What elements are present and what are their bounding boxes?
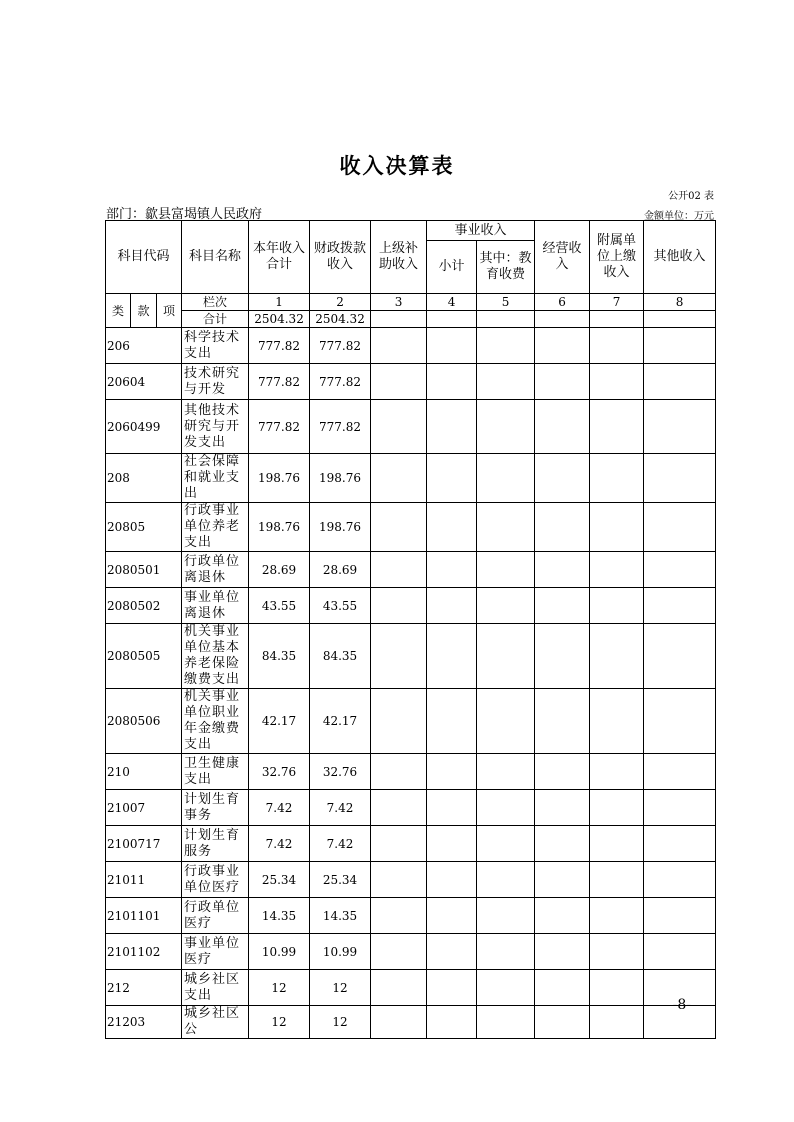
row-total-income: 14.35 xyxy=(249,898,310,934)
col-num-3: 3 xyxy=(371,294,427,311)
row-education-fee xyxy=(477,588,535,624)
row-operating xyxy=(535,364,590,400)
row-subtotal xyxy=(427,552,477,588)
row-operating xyxy=(535,328,590,364)
row-fiscal: 12 xyxy=(310,1006,371,1039)
row-affiliated xyxy=(590,454,644,503)
row-superior-subsidy xyxy=(371,1006,427,1039)
row-affiliated xyxy=(590,328,644,364)
row-education-fee xyxy=(477,970,535,1006)
row-operating xyxy=(535,400,590,454)
row-other xyxy=(644,624,716,689)
row-name: 机关事业单位职业年金缴费支出 xyxy=(182,689,249,754)
row-subtotal xyxy=(427,328,477,364)
row-operating xyxy=(535,862,590,898)
row-other xyxy=(644,689,716,754)
row-total-income: 42.17 xyxy=(249,689,310,754)
row-operating xyxy=(535,898,590,934)
row-code: 2101101 xyxy=(106,898,182,934)
row-name: 行政单位离退休 xyxy=(182,552,249,588)
row-operating xyxy=(535,689,590,754)
row-operating xyxy=(535,970,590,1006)
row-other xyxy=(644,862,716,898)
row-other xyxy=(644,400,716,454)
header-affiliated: 附属单位上缴收入 xyxy=(590,221,644,294)
row-name: 行政单位医疗 xyxy=(182,898,249,934)
row-superior-subsidy xyxy=(371,503,427,552)
row-total-income: 12 xyxy=(249,1006,310,1039)
header-superior-subsidy: 上级补助收入 xyxy=(371,221,427,294)
row-operating xyxy=(535,790,590,826)
row-operating xyxy=(535,1006,590,1039)
row-superior-subsidy xyxy=(371,826,427,862)
total-label: 合计 xyxy=(182,311,249,328)
header-operating: 经营收入 xyxy=(535,221,590,294)
table-row xyxy=(106,934,716,970)
header-subtotal: 小计 xyxy=(427,241,477,294)
row-total-income: 777.82 xyxy=(249,400,310,454)
row-total-income: 7.42 xyxy=(249,826,310,862)
col-num-1: 1 xyxy=(249,294,310,311)
row-total-income: 7.42 xyxy=(249,790,310,826)
col-num-2: 2 xyxy=(310,294,371,311)
row-fiscal: 7.42 xyxy=(310,826,371,862)
row-other xyxy=(644,898,716,934)
row-code: 206 xyxy=(106,328,182,364)
row-affiliated xyxy=(590,862,644,898)
row-operating xyxy=(535,624,590,689)
col-num-4: 4 xyxy=(427,294,477,311)
row-name: 行政事业单位医疗 xyxy=(182,862,249,898)
row-affiliated xyxy=(590,934,644,970)
row-code: 208 xyxy=(106,454,182,503)
row-operating xyxy=(535,826,590,862)
row-subtotal xyxy=(427,862,477,898)
row-name: 卫生健康支出 xyxy=(182,754,249,790)
row-total-income: 777.82 xyxy=(249,328,310,364)
table-row xyxy=(106,754,716,790)
row-code: 21011 xyxy=(106,862,182,898)
row-code: 21007 xyxy=(106,790,182,826)
header-xiang: 项 xyxy=(157,294,182,328)
row-superior-subsidy xyxy=(371,689,427,754)
row-subtotal xyxy=(427,898,477,934)
row-education-fee xyxy=(477,454,535,503)
row-superior-subsidy xyxy=(371,970,427,1006)
col-num-5: 5 xyxy=(477,294,535,311)
row-operating xyxy=(535,552,590,588)
row-affiliated xyxy=(590,826,644,862)
col-num-6: 6 xyxy=(535,294,590,311)
row-name: 计划生育服务 xyxy=(182,826,249,862)
row-name: 行政事业单位养老支出 xyxy=(182,503,249,552)
row-education-fee xyxy=(477,862,535,898)
row-other xyxy=(644,934,716,970)
row-fiscal: 12 xyxy=(310,970,371,1006)
row-other xyxy=(644,588,716,624)
row-affiliated xyxy=(590,400,644,454)
amount-unit: 金额单位：万元 xyxy=(644,211,714,222)
table-row xyxy=(106,826,716,862)
row-superior-subsidy xyxy=(371,934,427,970)
row-affiliated xyxy=(590,689,644,754)
header-other: 其他收入 xyxy=(644,221,716,294)
row-education-fee xyxy=(477,790,535,826)
row-fiscal: 28.69 xyxy=(310,552,371,588)
row-code: 210 xyxy=(106,754,182,790)
row-other xyxy=(644,503,716,552)
row-other xyxy=(644,754,716,790)
row-code: 212 xyxy=(106,970,182,1006)
row-education-fee xyxy=(477,328,535,364)
row-other xyxy=(644,790,716,826)
row-education-fee xyxy=(477,754,535,790)
row-other xyxy=(644,552,716,588)
row-subtotal xyxy=(427,1006,477,1039)
table-row xyxy=(106,588,716,624)
table-row xyxy=(106,1006,716,1039)
form-number: 公开02 表 xyxy=(668,191,714,202)
row-subtotal xyxy=(427,364,477,400)
row-total-income: 12 xyxy=(249,970,310,1006)
row-affiliated xyxy=(590,552,644,588)
row-code: 20604 xyxy=(106,364,182,400)
row-education-fee xyxy=(477,826,535,862)
header-subject-name: 科目名称 xyxy=(182,221,249,294)
col-num-7: 7 xyxy=(590,294,644,311)
page-title: 收入决算表 xyxy=(339,154,455,178)
row-total-income: 25.34 xyxy=(249,862,310,898)
row-subtotal xyxy=(427,400,477,454)
row-other xyxy=(644,364,716,400)
row-affiliated xyxy=(590,624,644,689)
total-income-value: 2504.32 xyxy=(249,311,310,328)
table-row xyxy=(106,898,716,934)
row-name: 城乡社区公 xyxy=(182,1006,249,1039)
row-fiscal: 25.34 xyxy=(310,862,371,898)
row-code: 21203 xyxy=(106,1006,182,1039)
row-code: 2060499 xyxy=(106,400,182,454)
row-total-income: 777.82 xyxy=(249,364,310,400)
row-fiscal: 198.76 xyxy=(310,503,371,552)
row-affiliated xyxy=(590,898,644,934)
row-subtotal xyxy=(427,588,477,624)
row-education-fee xyxy=(477,1006,535,1039)
column-label: 栏次 xyxy=(182,294,249,311)
row-education-fee xyxy=(477,689,535,754)
row-fiscal: 777.82 xyxy=(310,364,371,400)
header-fiscal: 财政拨款收入 xyxy=(310,221,371,294)
row-superior-subsidy xyxy=(371,454,427,503)
row-operating xyxy=(535,588,590,624)
row-name: 城乡社区支出 xyxy=(182,970,249,1006)
row-education-fee xyxy=(477,898,535,934)
row-operating xyxy=(535,454,590,503)
row-superior-subsidy xyxy=(371,328,427,364)
row-subtotal xyxy=(427,754,477,790)
row-fiscal: 43.55 xyxy=(310,588,371,624)
row-name: 技术研究与开发 xyxy=(182,364,249,400)
row-affiliated xyxy=(590,754,644,790)
table-row xyxy=(106,552,716,588)
row-affiliated xyxy=(590,1006,644,1039)
row-subtotal xyxy=(427,503,477,552)
row-education-fee xyxy=(477,934,535,970)
table-row xyxy=(106,790,716,826)
header-subject-code: 科目代码 xyxy=(106,221,182,294)
row-superior-subsidy xyxy=(371,588,427,624)
row-superior-subsidy xyxy=(371,552,427,588)
row-operating xyxy=(535,754,590,790)
row-code: 2100717 xyxy=(106,826,182,862)
row-superior-subsidy xyxy=(371,624,427,689)
row-operating xyxy=(535,934,590,970)
page-number: -8- xyxy=(672,997,691,1013)
row-fiscal: 7.42 xyxy=(310,790,371,826)
row-superior-subsidy xyxy=(371,862,427,898)
row-other xyxy=(644,826,716,862)
income-table xyxy=(105,220,716,1039)
row-code: 2080505 xyxy=(106,624,182,689)
row-code: 2101102 xyxy=(106,934,182,970)
row-subtotal xyxy=(427,624,477,689)
row-name: 科学技术支出 xyxy=(182,328,249,364)
table-header xyxy=(106,221,716,328)
row-other xyxy=(644,328,716,364)
row-total-income: 28.69 xyxy=(249,552,310,588)
header-education-fee: 其中：教育收费 xyxy=(477,241,535,294)
row-total-income: 43.55 xyxy=(249,588,310,624)
row-superior-subsidy xyxy=(371,364,427,400)
row-affiliated xyxy=(590,790,644,826)
table-body xyxy=(106,328,716,1039)
row-education-fee xyxy=(477,400,535,454)
table-row xyxy=(106,862,716,898)
row-fiscal: 198.76 xyxy=(310,454,371,503)
row-fiscal: 84.35 xyxy=(310,624,371,689)
row-fiscal: 32.76 xyxy=(310,754,371,790)
row-affiliated xyxy=(590,364,644,400)
row-superior-subsidy xyxy=(371,400,427,454)
row-name: 社会保障和就业支出 xyxy=(182,454,249,503)
header-lei: 类 xyxy=(106,294,131,328)
table-row xyxy=(106,328,716,364)
table-row xyxy=(106,364,716,400)
row-fiscal: 777.82 xyxy=(310,400,371,454)
row-name: 机关事业单位基本养老保险缴费支出 xyxy=(182,624,249,689)
row-total-income: 10.99 xyxy=(249,934,310,970)
row-education-fee xyxy=(477,552,535,588)
table-row xyxy=(106,970,716,1006)
table-row xyxy=(106,503,716,552)
row-subtotal xyxy=(427,454,477,503)
row-education-fee xyxy=(477,624,535,689)
header-total-income: 本年收入合计 xyxy=(249,221,310,294)
row-superior-subsidy xyxy=(371,790,427,826)
table-row xyxy=(106,454,716,503)
col-num-8: 8 xyxy=(644,294,716,311)
row-code: 2080502 xyxy=(106,588,182,624)
row-code: 20805 xyxy=(106,503,182,552)
row-fiscal: 14.35 xyxy=(310,898,371,934)
row-superior-subsidy xyxy=(371,898,427,934)
row-total-income: 198.76 xyxy=(249,454,310,503)
row-affiliated xyxy=(590,970,644,1006)
row-name: 事业单位医疗 xyxy=(182,934,249,970)
row-education-fee xyxy=(477,364,535,400)
row-total-income: 198.76 xyxy=(249,503,310,552)
row-subtotal xyxy=(427,934,477,970)
row-subtotal xyxy=(427,970,477,1006)
row-fiscal: 10.99 xyxy=(310,934,371,970)
table-row xyxy=(106,624,716,689)
row-subtotal xyxy=(427,790,477,826)
table-row xyxy=(106,400,716,454)
row-affiliated xyxy=(590,503,644,552)
row-name: 事业单位离退休 xyxy=(182,588,249,624)
row-total-income: 32.76 xyxy=(249,754,310,790)
table-row xyxy=(106,689,716,754)
header-kuan: 款 xyxy=(131,294,157,328)
row-education-fee xyxy=(477,503,535,552)
row-subtotal xyxy=(427,689,477,754)
row-other xyxy=(644,454,716,503)
row-code: 2080501 xyxy=(106,552,182,588)
row-code: 2080506 xyxy=(106,689,182,754)
row-operating xyxy=(535,503,590,552)
row-name: 计划生育事务 xyxy=(182,790,249,826)
row-name: 其他技术研究与开发支出 xyxy=(182,400,249,454)
row-total-income: 84.35 xyxy=(249,624,310,689)
header-business-income: 事业收入 xyxy=(427,221,535,241)
row-fiscal: 777.82 xyxy=(310,328,371,364)
row-subtotal xyxy=(427,826,477,862)
department-label: 部门：歙县富堨镇人民政府 xyxy=(106,207,263,222)
row-superior-subsidy xyxy=(371,754,427,790)
row-fiscal: 42.17 xyxy=(310,689,371,754)
total-fiscal-value: 2504.32 xyxy=(310,311,371,328)
row-affiliated xyxy=(590,588,644,624)
